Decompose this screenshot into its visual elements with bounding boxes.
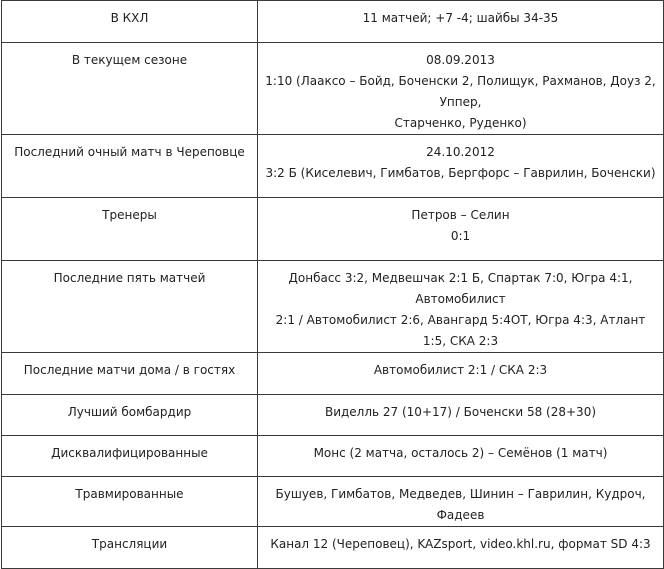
row-value-khl (258, 1, 664, 43)
table-row (2, 436, 664, 477)
row-value-home-away (258, 353, 664, 395)
value-line: 24.10.2012 (426, 145, 495, 159)
row-value-last-five (258, 261, 664, 353)
value-line: Петров – Селин (411, 208, 510, 222)
table-row (2, 353, 664, 395)
value-line: 08.09.2013 (426, 53, 495, 67)
table-row (2, 198, 664, 261)
value-line: Автомобилист 2:1 / СКА 2:3 (373, 363, 548, 377)
value-line: Старченко, Руденко) (394, 116, 527, 130)
value-line: Канал 12 (Череповец), KAZsport, video.khl.ru, формат SD 4:3 (270, 537, 651, 551)
row-label-last-head-to-head: Последний очный матч в Череповце (2, 135, 258, 198)
value-line: 2:1 / Автомобилист 2:6, Авангард 5:4ОТ, Югра 4:3, Атлант 1:5, СКА 2:3 (275, 313, 646, 348)
row-label-broadcasts: Трансляции (2, 527, 258, 569)
value-line: Монс (2 матча, осталось 2) – Семёнов (1 матч) (313, 446, 608, 460)
row-label-top-scorer: Лучший бомбардир (2, 395, 258, 436)
table-row (2, 43, 664, 135)
value-line: 11 матчей; +7 -4; шайбы 34-35 (362, 11, 559, 25)
row-label-khl: В КХЛ (2, 1, 258, 43)
value-line: 3:2 Б (Киселевич, Гимбатов, Бергфорс – Гаврилин, Боченски) (265, 166, 656, 180)
value-line: 0:1 (450, 229, 471, 243)
value-line: Бушуев, Гимбатов, Медведев, Шинин – Гаврилин, Кудроч, Фадеев (275, 487, 646, 522)
value-line: Виделль 27 (10+17) / Боченски 58 (28+30) (324, 405, 597, 419)
row-value-current-season (258, 43, 664, 135)
value-line: Донбасс 3:2, Медвешчак 2:1 Б, Спартак 7:0, Югра 4:1, Автомобилист (288, 271, 633, 306)
row-value-coaches (258, 198, 664, 261)
table-row (2, 261, 664, 353)
row-label-last-five: Последние пять матчей (2, 261, 258, 353)
row-label-injured: Травмированные (2, 477, 258, 527)
row-value-suspended (258, 436, 664, 477)
table-row (2, 395, 664, 436)
match-info-table (1, 0, 664, 569)
table-row (2, 477, 664, 527)
row-label-home-away: Последние матчи дома / в гостях (2, 353, 258, 395)
row-label-current-season: В текущем сезоне (2, 43, 258, 135)
row-value-injured (258, 477, 664, 527)
table-row (2, 1, 664, 43)
row-value-broadcasts (258, 527, 664, 569)
row-label-coaches: Тренеры (2, 198, 258, 261)
row-value-top-scorer (258, 395, 664, 436)
value-line: 1:10 (Лаaксо – Бойд, Боченски 2, Полищук, Рахманов, Доуз 2, Уппер, (265, 74, 656, 109)
row-value-last-head-to-head (258, 135, 664, 198)
table-row (2, 527, 664, 569)
row-label-suspended: Дисквалифицированные (2, 436, 258, 477)
table-row (2, 135, 664, 198)
